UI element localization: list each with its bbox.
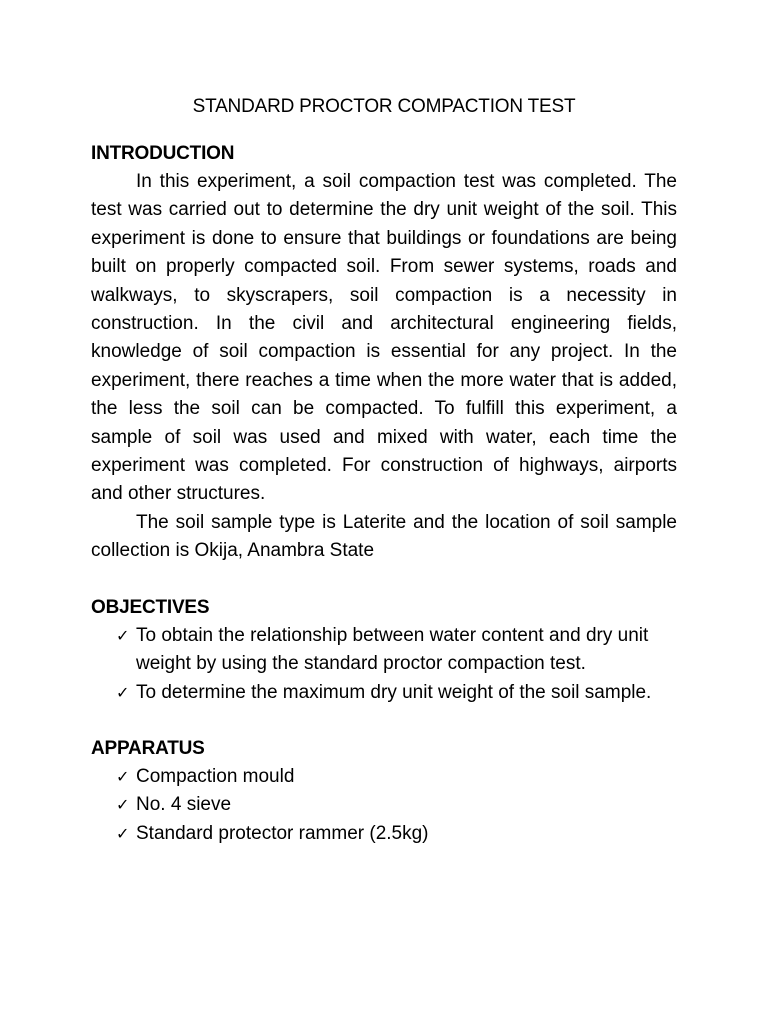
apparatus-item-2 [116,791,677,819]
checkmark-icon: ✓ [116,625,130,645]
document-body [91,140,677,848]
objectives-heading: OBJECTIVES [91,596,210,618]
apparatus-text-1: Compaction mould [136,765,295,787]
objective-text-1: To obtain the relationship between water content and dry unit weight by using the standard proctor compaction test. [136,624,649,675]
section-spacer [91,707,677,735]
checkmark-icon: ✓ [116,823,130,843]
introduction-heading: INTRODUCTION [91,143,235,164]
apparatus-heading: APPARATUS [91,737,205,759]
objective-text-2: To determine the maximum dry unit weight of the soil sample. [136,681,652,703]
apparatus-item-1 [116,763,677,791]
apparatus-text-3: Standard protector rammer (2.5kg) [136,822,429,844]
apparatus-text-2: No. 4 sieve [136,794,232,816]
apparatus-item-3 [116,820,677,848]
objective-item-1 [116,622,677,679]
objectives-list [91,622,677,707]
introduction-paragraph-2: The soil sample type is Laterite and the location of soil sample collection is Okija, Anambra State [91,511,677,562]
apparatus-list [91,763,677,848]
checkmark-icon: ✓ [116,795,130,815]
checkmark-icon: ✓ [116,766,130,786]
section-spacer [91,566,677,594]
objective-item-2 [116,679,677,707]
introduction-paragraph-1: In this experiment, a soil compaction test was completed. The test was carried out to determine the dry unit weight of the soil. This experiment is done to ensure that buildings or foundations are being built on properly compacted soil. From sewer systems, roads and walkways, to skyscrapers, soil compaction is a necessity in construction. In the civil and architectural engineering fields, knowledge of soil compaction is essential for any project. In the experiment, there reaches a time when the more water that is added, the less the soil can be compacted. To fulfill this experiment, a sample of soil was used and mixed with water, each time the experiment was completed. For construction of highways, airports and other structures. [91,171,677,505]
document-title: STANDARD PROCTOR COMPACTION TEST [192,96,576,117]
checkmark-icon: ✓ [116,682,130,702]
